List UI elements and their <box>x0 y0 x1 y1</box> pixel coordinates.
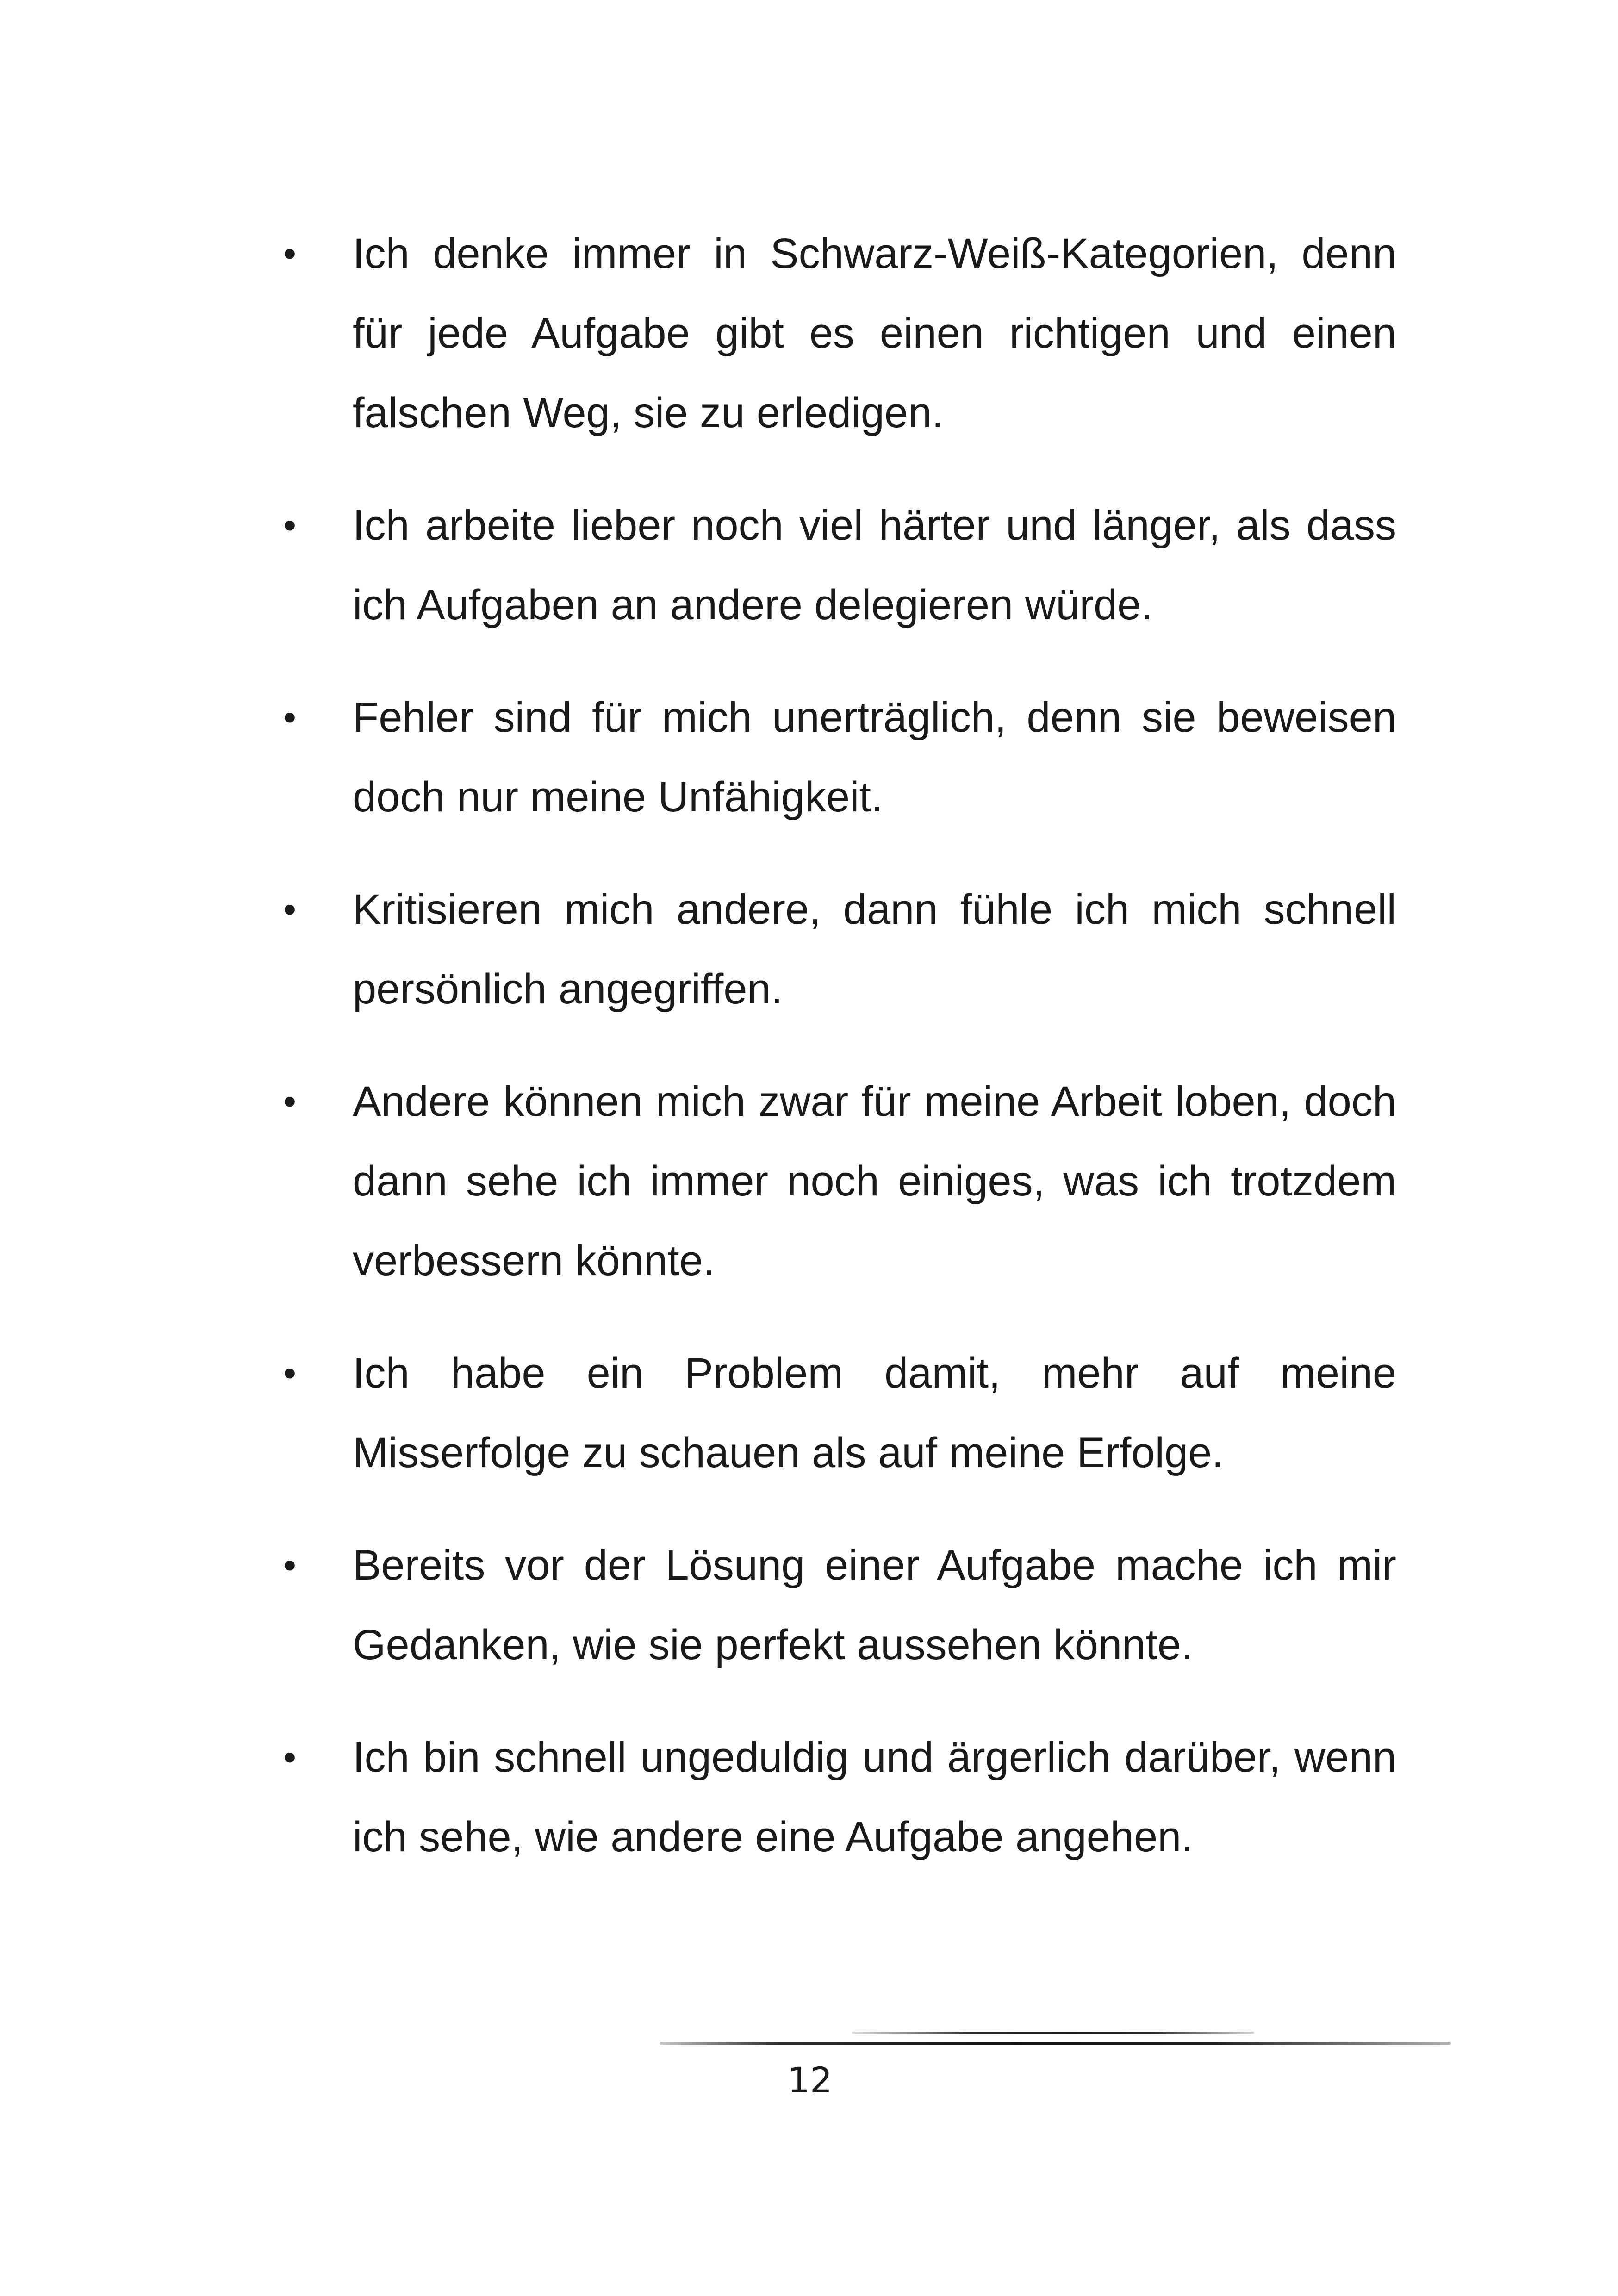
list-item <box>283 214 1396 453</box>
list-item <box>283 485 1396 645</box>
list-item-text: Kritisieren mich andere, dann fühle ich mich schnell persönlich angegriffen. <box>353 886 1396 1013</box>
bullet-point: • <box>283 1544 297 1586</box>
bullet-point: • <box>283 697 297 738</box>
list-item <box>283 1333 1396 1493</box>
list-item <box>283 1717 1396 1877</box>
bullet-point: • <box>283 504 297 546</box>
footer-divider-short <box>852 2032 1254 2034</box>
list-item <box>283 870 1396 1029</box>
list-item-text: Bereits vor der Lösung einer Aufgabe mache ich mir Gedanken, wie sie perfekt aussehen könnte. <box>353 1542 1396 1668</box>
list-item-text: Ich habe ein Problem damit, mehr auf meine Misserfolge zu schauen als auf meine Erfolge. <box>353 1350 1396 1476</box>
bullet-point: • <box>283 1736 297 1778</box>
bullet-point: • <box>283 1352 297 1394</box>
list-item <box>283 1525 1396 1685</box>
list-item <box>283 1062 1396 1300</box>
bullet-point: • <box>283 889 297 930</box>
list-item-text: Ich arbeite lieber noch viel härter und länger, als dass ich Aufgaben an andere delegieren würde. <box>353 502 1396 628</box>
bullet-list <box>283 214 1396 1910</box>
list-item-text: Ich denke immer in Schwarz-Weiß-Kategorien, denn für jede Aufgabe gibt es einen richtigen und einen falschen Weg, sie zu erledigen. <box>353 230 1396 436</box>
bullet-point: • <box>283 233 297 274</box>
list-item-text: Andere können mich zwar für meine Arbeit loben, doch dann sehe ich immer noch einiges, was ich trotzdem verbessern könnte. <box>353 1078 1396 1284</box>
bullet-point: • <box>283 1081 297 1122</box>
list-item <box>283 678 1396 837</box>
footer-divider <box>660 2042 1451 2045</box>
list-item-text: Fehler sind für mich unerträglich, denn sie beweisen doch nur meine Unfähigkeit. <box>353 694 1396 821</box>
page-number: 12 <box>787 2060 833 2101</box>
list-item-text: Ich bin schnell ungeduldig und ärgerlich darüber, wenn ich sehe, wie andere eine Aufgabe angehen. <box>353 1734 1396 1860</box>
